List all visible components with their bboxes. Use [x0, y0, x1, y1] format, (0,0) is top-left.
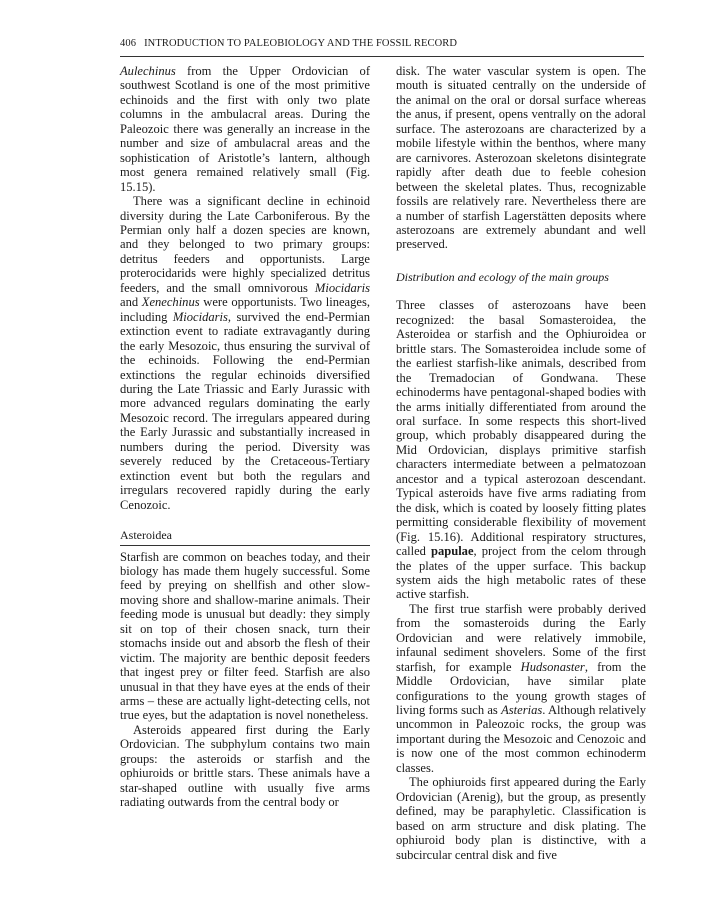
paragraph-asteroids-appeared: Asteroids appeared first during the Early Ordovician. The subphylum contains two main groups: the asteroids or starfish and the ophiuroids or brittle stars. These animals have a star-shaped outline with usually five arms radiating outwards from the central body or: [120, 722, 370, 810]
paragraph-disk: disk. The water vascular system is open. The mouth is situated centrally on the underside of the animal on the oral or dorsal surface whereas the anus, if present, opens ventrally on the adoral surface. The asterozoans are characterized by a mobile lifestyle within the benthos, where many are carnivores. Asterozoan skeletons disintegrate rapidly after death due to feeble cohesion between the skeletal plates. Thus, recognizable fossils are relatively rare. Nevertheless there are a number of starfish Lagerstätten deposits where asterozoans are extremely abundant and well preserved.: [396, 64, 646, 252]
subsection-heading-distribution: Distribution and ecology of the main groups: [396, 269, 609, 284]
genus-name: Xenechinus: [141, 295, 200, 310]
genus-name: Hudsonaster: [520, 659, 585, 674]
term-papulae: papulae: [430, 544, 474, 559]
section-heading-asteroidea: Asteroidea: [120, 528, 370, 545]
paragraph-ophiuroids: The ophiuroids first appeared during the Early Ordovician (Arenig), but the group, as presently defined, may be paraphyletic. Classification is based on arm structure and disk plating. The ophiuroid body plan is distinctive, with a subcircular central disk and five: [396, 775, 646, 862]
running-header: [120, 38, 644, 49]
paragraph-first-starfish: The first true starfish were probably derived from the somasteroids during the Early Ordovician and were relatively immobile, infaunal sediment shovelers. Some of the first starfish, for example Hudsonaster, from the Middle Ordovician, have similar plate configurations to the young growth stages of living forms such as Asterias. Although relatively uncommon in Paleozoic rocks, the group was important during the Mesozoic and Cenozoic and is now one of the most common echinoderm classes.: [396, 601, 646, 775]
paragraph-decline: There was a significant decline in echinoid diversity during the Late Carboniferous. By the Permian only half a dozen species are known, and they belonged to two primary groups: detritus feeders and opportunists. Large proterocidarids were highly specialized detritus feeders, and the small omnivorous Miocidaris and Xenechinus were opportunists. Two lineages, including Miocidaris, survived the end-Permian extinction event to radiate extravagantly during the early Mesozoic, thus ensuring the survival of the echinoids. Following the end-Permian extinctions the regular echinoids diversified during the Late Triassic and Early Jurassic with more advanced regulars dominating the early Mesozoic record. The irregulars appeared during the Early Jurassic and substantially increased in numbers during the period. Diversity was severely reduced by the Cretaceous-Tertiary extinction event but both the regulars and irregulars recovered rapidly during the early Cenozoic.: [120, 194, 370, 512]
paragraph-starfish: Starfish are common on beaches today, and their biology has made them hugely successful. Some feed by preying on shellfish and other slow-moving shore and shallow-marine animals. Their feeding mode is unusual but deadly: they simply sit on top of their chosen snack, turn their stomachs inside out and absorb the flesh of their victim. The majority are benthic deposit feeders that ingest prey or filter feed. Starfish are also unusual in that they have eyes at the ends of their arms – these are actually light-detecting cells, not true eyes, but the adaptation is novel nonetheless.: [120, 549, 370, 723]
header-rule: [120, 56, 644, 57]
genus-name: Asterias: [501, 703, 543, 718]
page-number: 406: [120, 38, 137, 49]
paragraph-three-classes: Three classes of asterozoans have been recognized: the basal Somasteroidea, the Asteroidea or starfish and the Ophiuroidea or brittle stars. The Somasteroidea include some of the earliest starfish-like animals, described from the Tremadocian of Gondwana. These echinoderms have pentagonal-shaped bodies with the arms initially differentiated from around the oral surface. In some respects this short-lived group, which probably disappeared during the Mid Ordovician, displays primitive starfish characters intermediate between a pelmatozoan ancestor and a typical asterozoan descendant. Typical asteroids have five arms radiating from the disk, which is coated by loosely fitting plates permitting considerable flexibility of movement (Fig. 15.16). Additional respiratory structures, called papulae, project from the celom through the plates of the upper surface. This backup system aids the high metabolic rates of these active starfish.: [396, 298, 647, 602]
genus-name: Miocidaris: [172, 309, 228, 324]
right-column: [396, 64, 646, 862]
paragraph-aulechinus: Aulechinus from the Upper Ordovician of southwest Scotland is one of the most primitive echinoids and the first with only two plate columns in the ambulacral areas. During the Paleozoic there was generally an increase in the number and size of ambulacral areas and the sophistication of Aristotle’s lantern, although most genera remained relatively small (Fig. 15.15).: [120, 64, 370, 194]
left-column: [120, 64, 370, 810]
genus-name: Aulechinus: [120, 64, 176, 78]
genus-name: Miocidaris: [314, 280, 370, 295]
running-title: INTRODUCTION TO PALEOBIOLOGY AND THE FOSSIL RECORD: [144, 38, 458, 49]
